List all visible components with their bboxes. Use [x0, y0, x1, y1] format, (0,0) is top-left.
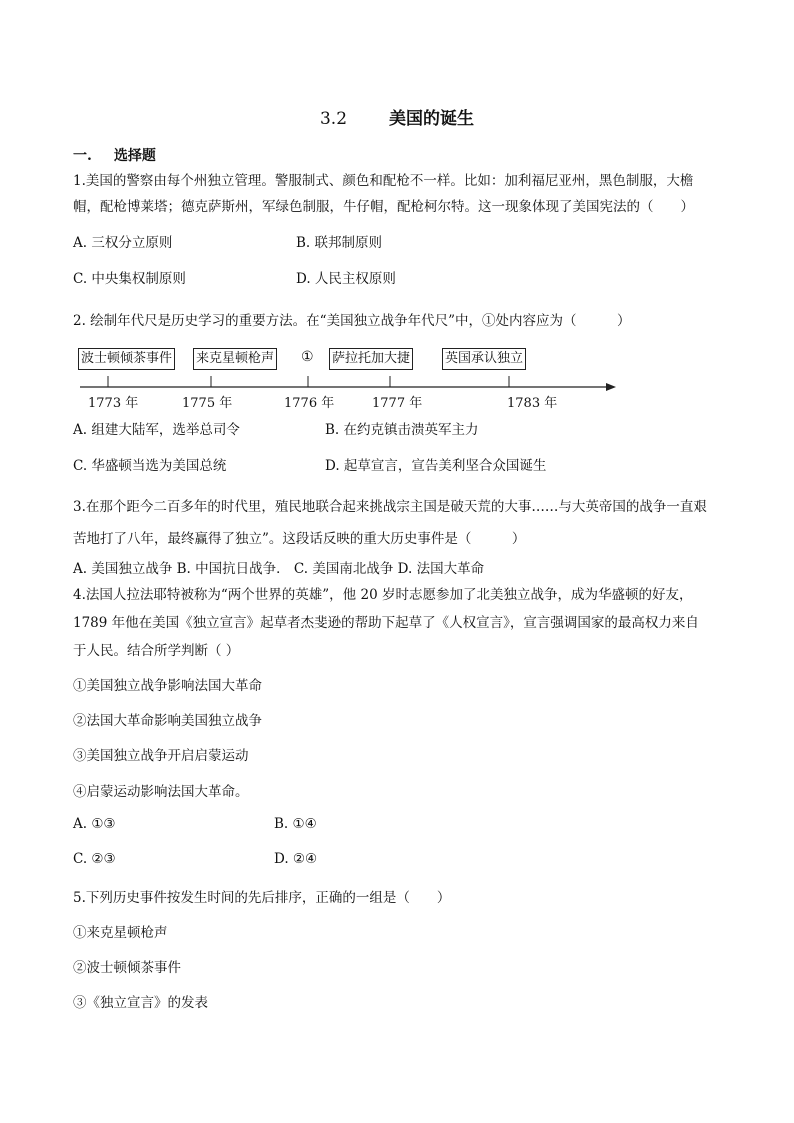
q4-item-4: ④启蒙运动影响法国大革命。	[73, 784, 249, 800]
timeline-event-5: 英国承认独立	[442, 348, 526, 370]
q3-options: A. 美国独立战争 B. 中国抗日战争． C. 美国南北战争 D. 法国大革命	[73, 561, 485, 577]
q4-option-a: A. ①③	[73, 816, 116, 832]
q5-item-1: ①来克星顿枪声	[73, 925, 168, 941]
timeline-year-1: 1773 年	[88, 396, 139, 411]
q4-item-1: ①美国独立战争影响法国大革命	[73, 678, 262, 694]
q2-option-a: A. 组建大陆军，选举总司令	[73, 422, 240, 438]
q3-line-2: 苦地打了八年，最终赢得了独立”。这段话反映的重大历史事件是（ ）	[73, 531, 526, 547]
q4-option-d: D. ②④	[274, 851, 318, 867]
q4-option-b: B. ①④	[274, 816, 317, 832]
q1-line-1: 1.美国的警察由每个州独立管理。警服制式、颜色和配枪不一样。比如：加利福尼亚州，黑色制服，大檐	[73, 173, 694, 189]
q4-item-3: ③美国独立战争开启启蒙运动	[73, 748, 249, 764]
timeline-event-2: 来克星顿枪声	[193, 348, 277, 370]
q2-option-c: C. 华盛顿当选为美国总统	[73, 458, 227, 474]
q1-option-d: D. 人民主权原则	[296, 271, 396, 287]
section-label: 选择题	[113, 148, 156, 164]
q4-item-2: ②法国大革命影响美国独立战争	[73, 713, 262, 729]
q4-line-3: 于人民。结合所学判断（ ）	[73, 643, 240, 659]
q1-option-c: C. 中央集权制原则	[73, 271, 186, 287]
q2-option-d: D. 起草宣言，宣告美利坚合众国诞生	[325, 458, 547, 474]
q4-option-c: C. ②③	[73, 851, 116, 867]
q2-stem: 2. 绘制年代尺是历史学习的重要方法。在“美国独立战争年代尺”中，①处内容应为（ ）	[73, 313, 631, 329]
timeline-year-2: 1775 年	[182, 396, 233, 411]
timeline-arrow	[606, 383, 616, 391]
q1-option-b: B. 联邦制原则	[296, 235, 383, 251]
timeline-year-4: 1777 年	[372, 396, 423, 411]
timeline-year-3: 1776 年	[284, 396, 335, 411]
q1-line-2: 帽，配枪博莱塔；德克萨斯州，军绿色制服，牛仔帽，配枪柯尔特。这一现象体现了美国宪法的（ ）	[73, 199, 694, 215]
lesson-title: 美国的诞生	[389, 109, 475, 129]
q5-item-3: ③《独立宣言》的发表	[73, 995, 208, 1011]
timeline-event-3: ①	[301, 349, 314, 365]
timeline-event-1: 波士顿倾茶事件	[78, 348, 175, 370]
lesson-number: 3.2	[319, 109, 348, 129]
timeline-event-4: 萨拉托加大捷	[329, 348, 413, 370]
q4-line-2: 1789 年他在美国《独立宣言》起草者杰斐逊的帮助下起草了《人权宣言》，宣言强调国家的最高权力来自	[73, 615, 699, 631]
q5-item-2: ②波士顿倾茶事件	[73, 960, 181, 976]
timeline-year-5: 1783 年	[507, 396, 558, 411]
q2-option-b: B. 在约克镇击溃英军主力	[325, 422, 479, 438]
q1-option-a: A. 三权分立原则	[73, 235, 173, 251]
q3-line-1: 3.在那个距今二百多年的时代里，殖民地联合起来挑战宗主国是破天荒的大事……与大英帝国的战争一直艰	[73, 499, 707, 515]
q5-stem: 5.下列历史事件按发生时间的先后排序，正确的一组是（ ）	[73, 890, 451, 906]
section-index: 一.	[73, 148, 92, 164]
q4-line-1: 4.法国人拉法耶特被称为“两个世界的英雄”，他 20 岁时志愿参加了北美独立战争，成为华盛顿的好友，	[73, 587, 693, 603]
